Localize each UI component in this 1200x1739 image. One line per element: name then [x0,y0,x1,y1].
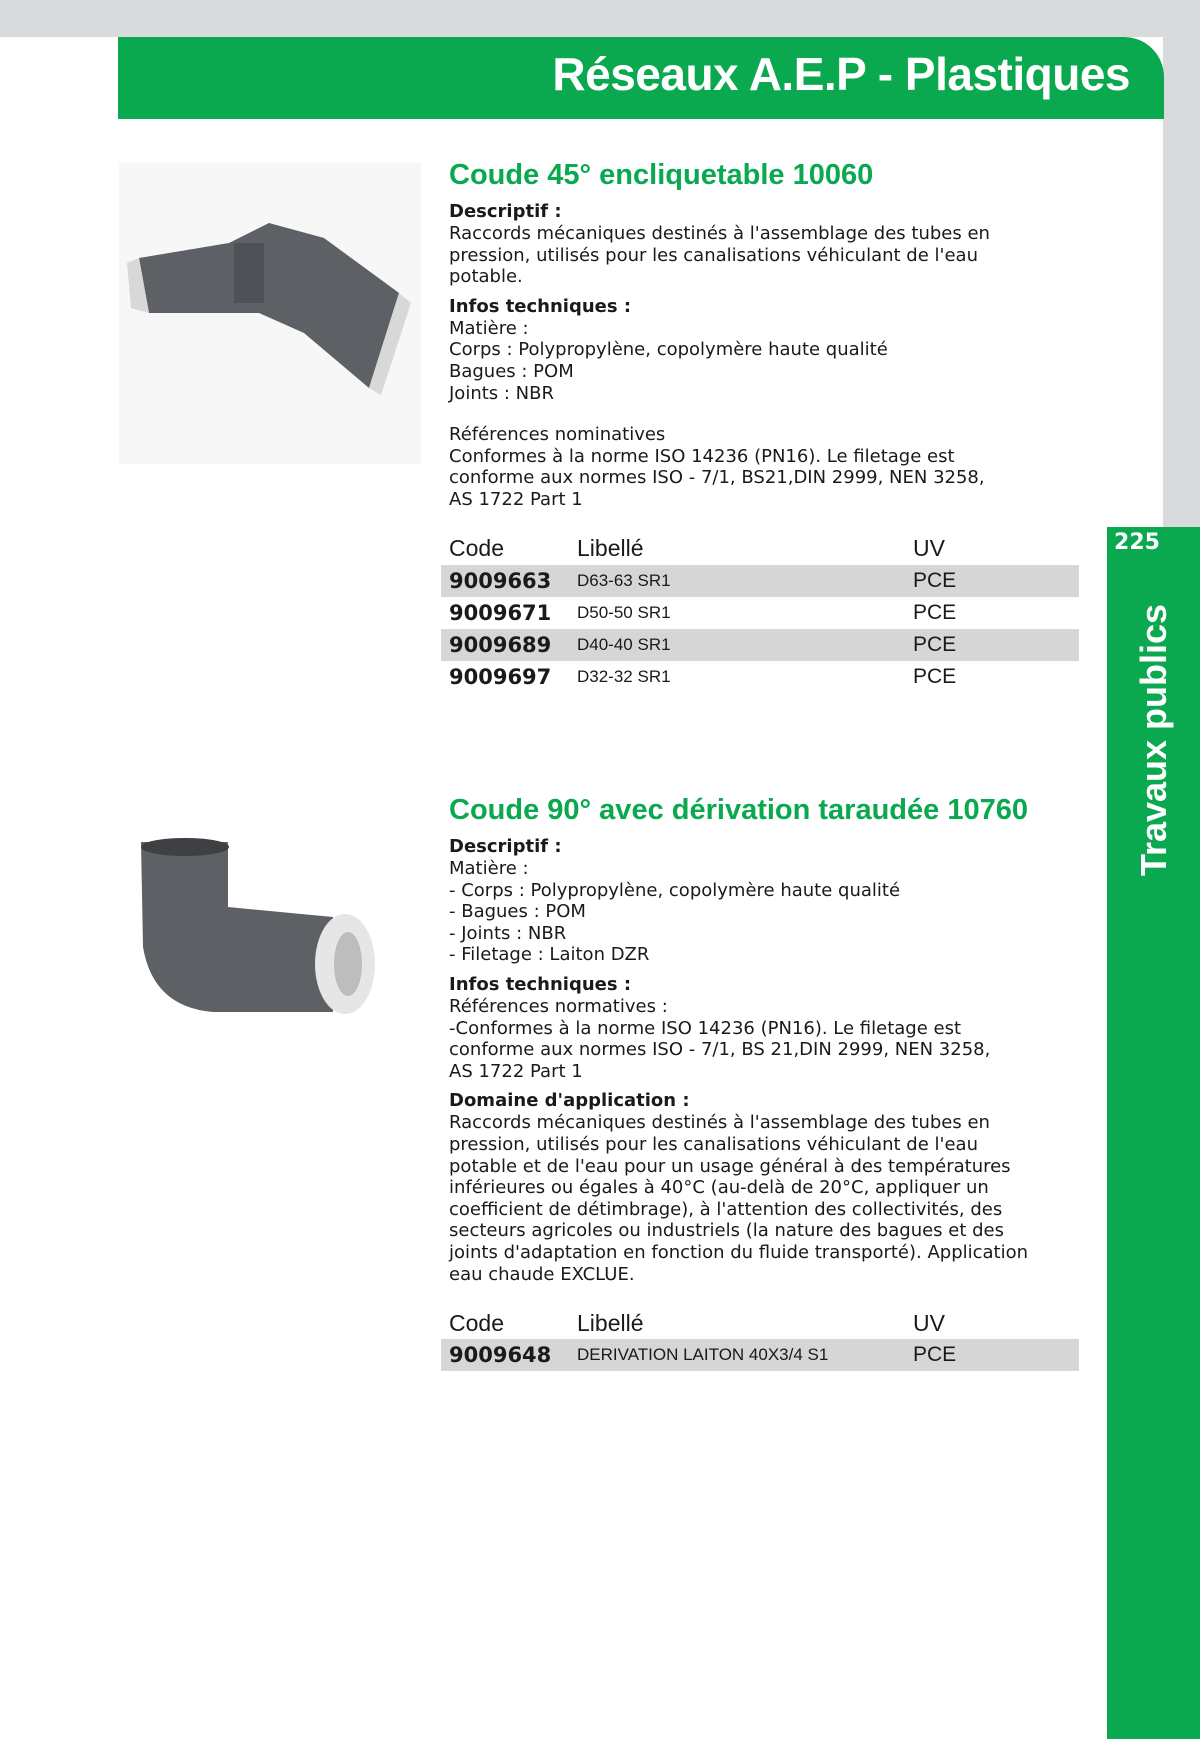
row-libelle: DERIVATION LAITON 40X3/4 S1 [577,1345,829,1365]
table-row [441,565,1079,597]
product-table [441,533,1079,693]
product-section-coude-90 [449,795,1049,1371]
table-row [441,629,1079,661]
col-libelle: Libellé [577,535,644,562]
table-header [441,533,1079,565]
domaine-application-label: Domaine d'application : [449,1090,690,1112]
table-row [441,597,1079,629]
product-image-coude-45 [119,163,421,464]
row-libelle: D50-50 SR1 [577,602,671,622]
row-uv: PCE [913,664,957,688]
row-code: 9009671 [449,600,552,625]
row-code: 9009697 [449,664,552,689]
table-row [441,1339,1079,1371]
elbow-45-illustration [119,163,421,464]
row-libelle: D63-63 SR1 [577,570,671,590]
section-label [1107,590,1200,890]
table-header [441,1307,1079,1339]
row-code: 9009663 [449,568,552,593]
descriptif-text: Raccords mécaniques destinés à l'assemblage des tubes en pression, utilisés pour les canalisations véhiculant de l'eau potable. [449,223,990,288]
references-text: Références nominatives Conformes à la norme ISO 14236 (PN16). Le filetage est conforme aux normes ISO - 7/1, BS21,DIN 2999, NEN 3258, AS 1722 Part 1 [449,424,985,510]
domaine-application-text: Raccords mécaniques destinés à l'assemblage des tubes en pression, utilisés pour les canalisations véhiculant de l'eau potable et de l'eau pour un usage général à des températures inférieures ou égales à 40°C (au-delà de 20°C, appliquer un coefficient de détimbrage), à l'attention des collectivités, des secteurs agricoles ou industriels (la nature des bagues et des joints d'adaptation en fonction du fluide transporté). Application eau chaude EXCLUE. [449,1112,1029,1285]
header-banner [118,37,1164,119]
col-uv: UV [913,1309,945,1336]
descriptif-label: Descriptif : [449,201,562,222]
col-code: Code [449,535,504,562]
product-table [441,1307,1079,1371]
infos-techniques-text: Matière : Corps : Polypropylène, copolymère haute qualité Bagues : POM Joints : NBR [449,317,888,404]
row-uv: PCE [913,632,957,656]
product-section-coude-45 [449,160,1089,693]
table-row [441,661,1079,693]
page-title: Réseaux A.E.P - Plastiques [552,48,1130,100]
page-number: 225 [1114,530,1160,555]
infos-techniques-label: Infos techniques : [449,973,632,995]
row-code: 9009648 [449,1343,552,1368]
descriptif-text: Matière : - Corps : Polypropylène, copolymère haute qualité - Bagues : POM - Joints : NBR - Filetage : Laiton DZR [449,858,901,966]
row-libelle: D32-32 SR1 [577,666,671,686]
product-title: Coude 90° avec dérivation taraudée 10760 [449,794,1028,826]
page-top-margin [0,0,1200,37]
col-code: Code [449,1309,504,1336]
row-uv: PCE [913,600,957,624]
infos-techniques-label: Infos techniques : [449,295,632,317]
descriptif-label: Descriptif : [449,836,562,857]
infos-techniques-text: Références normatives : -Conformes à la norme ISO 14236 (PN16). Le filetage est conforme aux normes ISO - 7/1, BS 21,DIN 2999, NEN 3258, AS 1722 Part 1 [449,995,991,1082]
row-uv: PCE [913,568,957,592]
elbow-90-illustration [133,837,394,1027]
row-libelle: D40-40 SR1 [577,634,671,654]
row-code: 9009689 [449,632,552,657]
section-label-text: Travaux publics [1132,603,1174,877]
product-title: Coude 45° encliquetable 10060 [449,159,874,191]
col-uv: UV [913,535,945,562]
row-uv: PCE [913,1343,957,1367]
product-image-coude-90 [133,837,394,1027]
col-libelle: Libellé [577,1309,644,1336]
